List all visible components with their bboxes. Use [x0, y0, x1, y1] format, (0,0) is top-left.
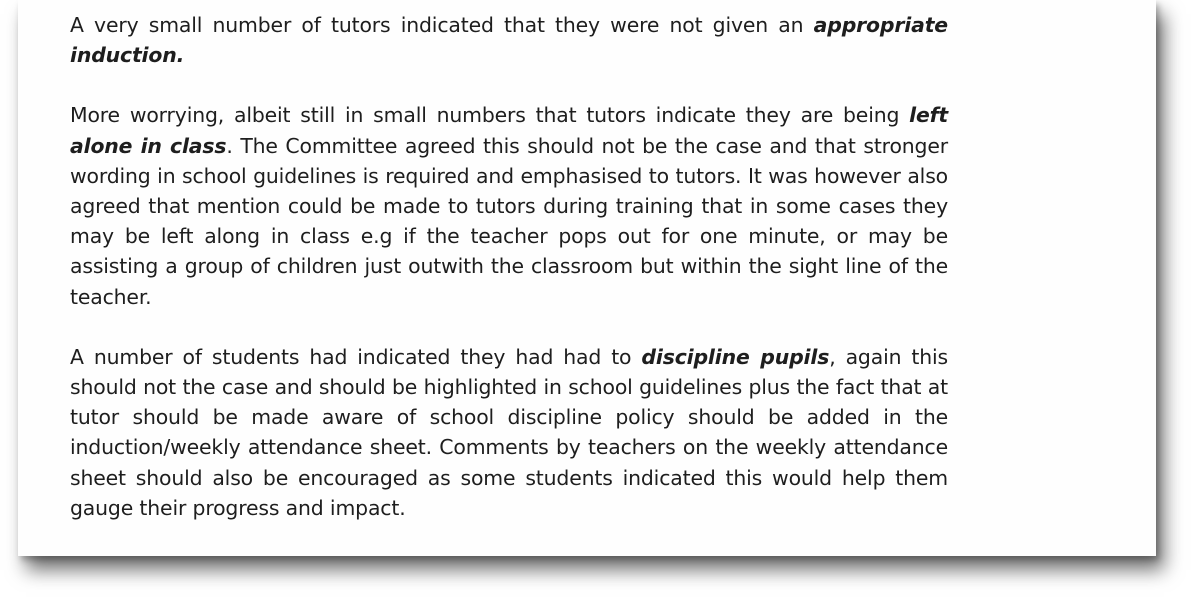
emphasis-left-alone-in-class: left alone in class — [70, 103, 948, 158]
paragraph-text: A very small number of tutors indicated that they were not given an — [70, 13, 814, 37]
paragraph-text: , again this should not the case and should be highlighted in school guidelines plus the fact that at tutor should be made aware of school discipline policy should be added in the induction/weekly attendance sheet. Comments by teachers on the weekly attendance sheet should also be encouraged as some students indicated this would help them gauge their progress and impact. — [70, 344, 948, 520]
paragraph-left-alone — [70, 100, 948, 311]
paragraph-discipline — [70, 342, 948, 523]
paragraph-text: More worrying, albeit still in small numbers that tutors indicate they are being — [70, 103, 910, 128]
emphasis-discipline-pupils: discipline pupils — [641, 344, 830, 369]
paragraph-text: A number of students had indicated they had had to — [70, 344, 642, 369]
paragraph-text: . The Committee agreed this should not be the case and that stronger wording in school guidelines is required and emphasised to tutors. It was however also agreed that mention could be made to tutors during training that in some cases they may be left along in class e.g if the teacher pops out for one minute, or may be assisting a group of children just outwith the classroom but within the sight line of the teacher. — [70, 133, 948, 309]
paragraph-induction — [70, 10, 948, 70]
emphasis-appropriate-induction: appropriate induction. — [70, 13, 948, 68]
document-page — [18, 0, 1156, 556]
